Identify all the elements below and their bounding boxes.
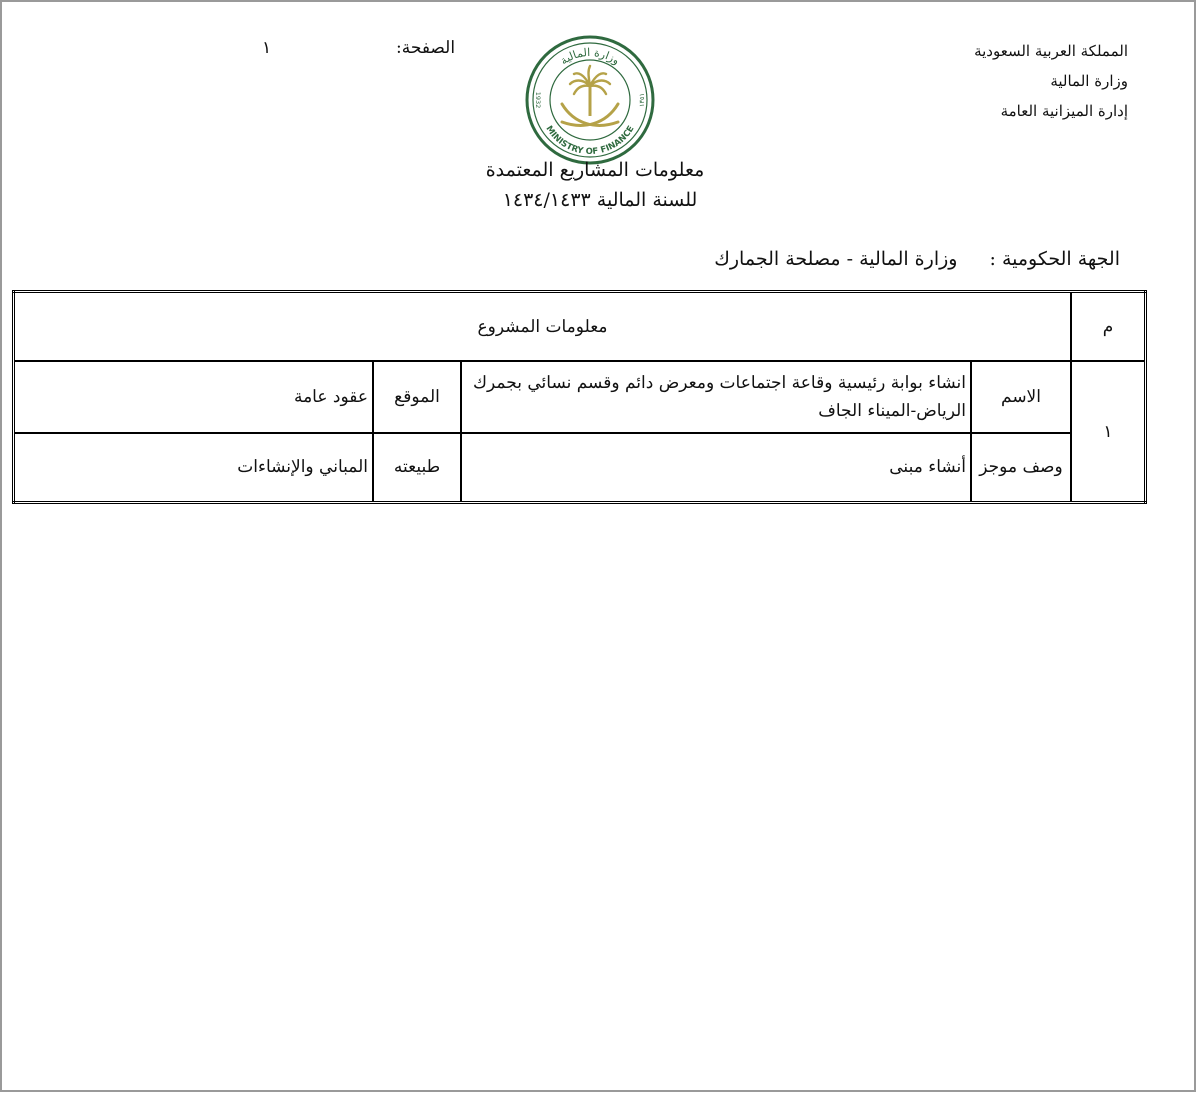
table-header-row bbox=[14, 292, 1146, 362]
section-title: معلومات المشروع bbox=[14, 292, 1072, 362]
title-line-1: معلومات المشاريع المعتمدة bbox=[485, 159, 705, 181]
seal-year-right: ١٣٥١ bbox=[638, 93, 646, 107]
letterhead bbox=[974, 36, 1128, 126]
row-index: ١ bbox=[1071, 361, 1146, 502]
government-entity-label: الجهة الحكومية : bbox=[989, 248, 1120, 270]
ministry-name: وزارة المالية bbox=[1050, 72, 1128, 90]
svg-text:وزارة المالية bbox=[558, 46, 622, 67]
description-label: وصف موجز bbox=[971, 433, 1071, 503]
page-number: ١ bbox=[262, 38, 272, 58]
country-name: المملكة العربية السعودية bbox=[974, 42, 1128, 60]
header-index: م bbox=[1071, 292, 1146, 362]
palm-swords-emblem bbox=[562, 66, 618, 125]
table-row bbox=[14, 433, 1146, 503]
location-value: عقود عامة bbox=[14, 361, 374, 432]
location-label: الموقع bbox=[373, 361, 461, 432]
project-table bbox=[12, 290, 1147, 504]
ministry-seal-logo bbox=[524, 34, 656, 166]
table-row bbox=[14, 361, 1146, 432]
department-name: إدارة الميزانية العامة bbox=[1000, 102, 1128, 120]
title-line-2: للسنة المالية ١٤٣٤/١٤٣٣ bbox=[502, 189, 698, 211]
name-value: انشاء بوابة رئيسية وقاعة اجتماعات ومعرض دائم وقسم نسائي بجمرك الرياض-الميناء الجاف bbox=[461, 361, 971, 432]
seal-year-left: 1932 bbox=[534, 91, 542, 109]
seal-top-text: وزارة المالية bbox=[557, 45, 623, 68]
nature-label: طبيعته bbox=[373, 433, 461, 503]
document-title bbox=[0, 155, 1200, 215]
government-entity-value: وزارة المالية - مصلحة الجمارك bbox=[714, 248, 958, 270]
page-label: الصفحة: bbox=[396, 38, 456, 58]
government-entity bbox=[714, 248, 1120, 270]
nature-value: المباني والإنشاءات bbox=[14, 433, 374, 503]
name-label: الاسم bbox=[971, 361, 1071, 432]
seal-bottom-text: MINISTRY OF FINANCE bbox=[543, 124, 637, 158]
description-value: أنشاء مبنى bbox=[461, 433, 971, 503]
